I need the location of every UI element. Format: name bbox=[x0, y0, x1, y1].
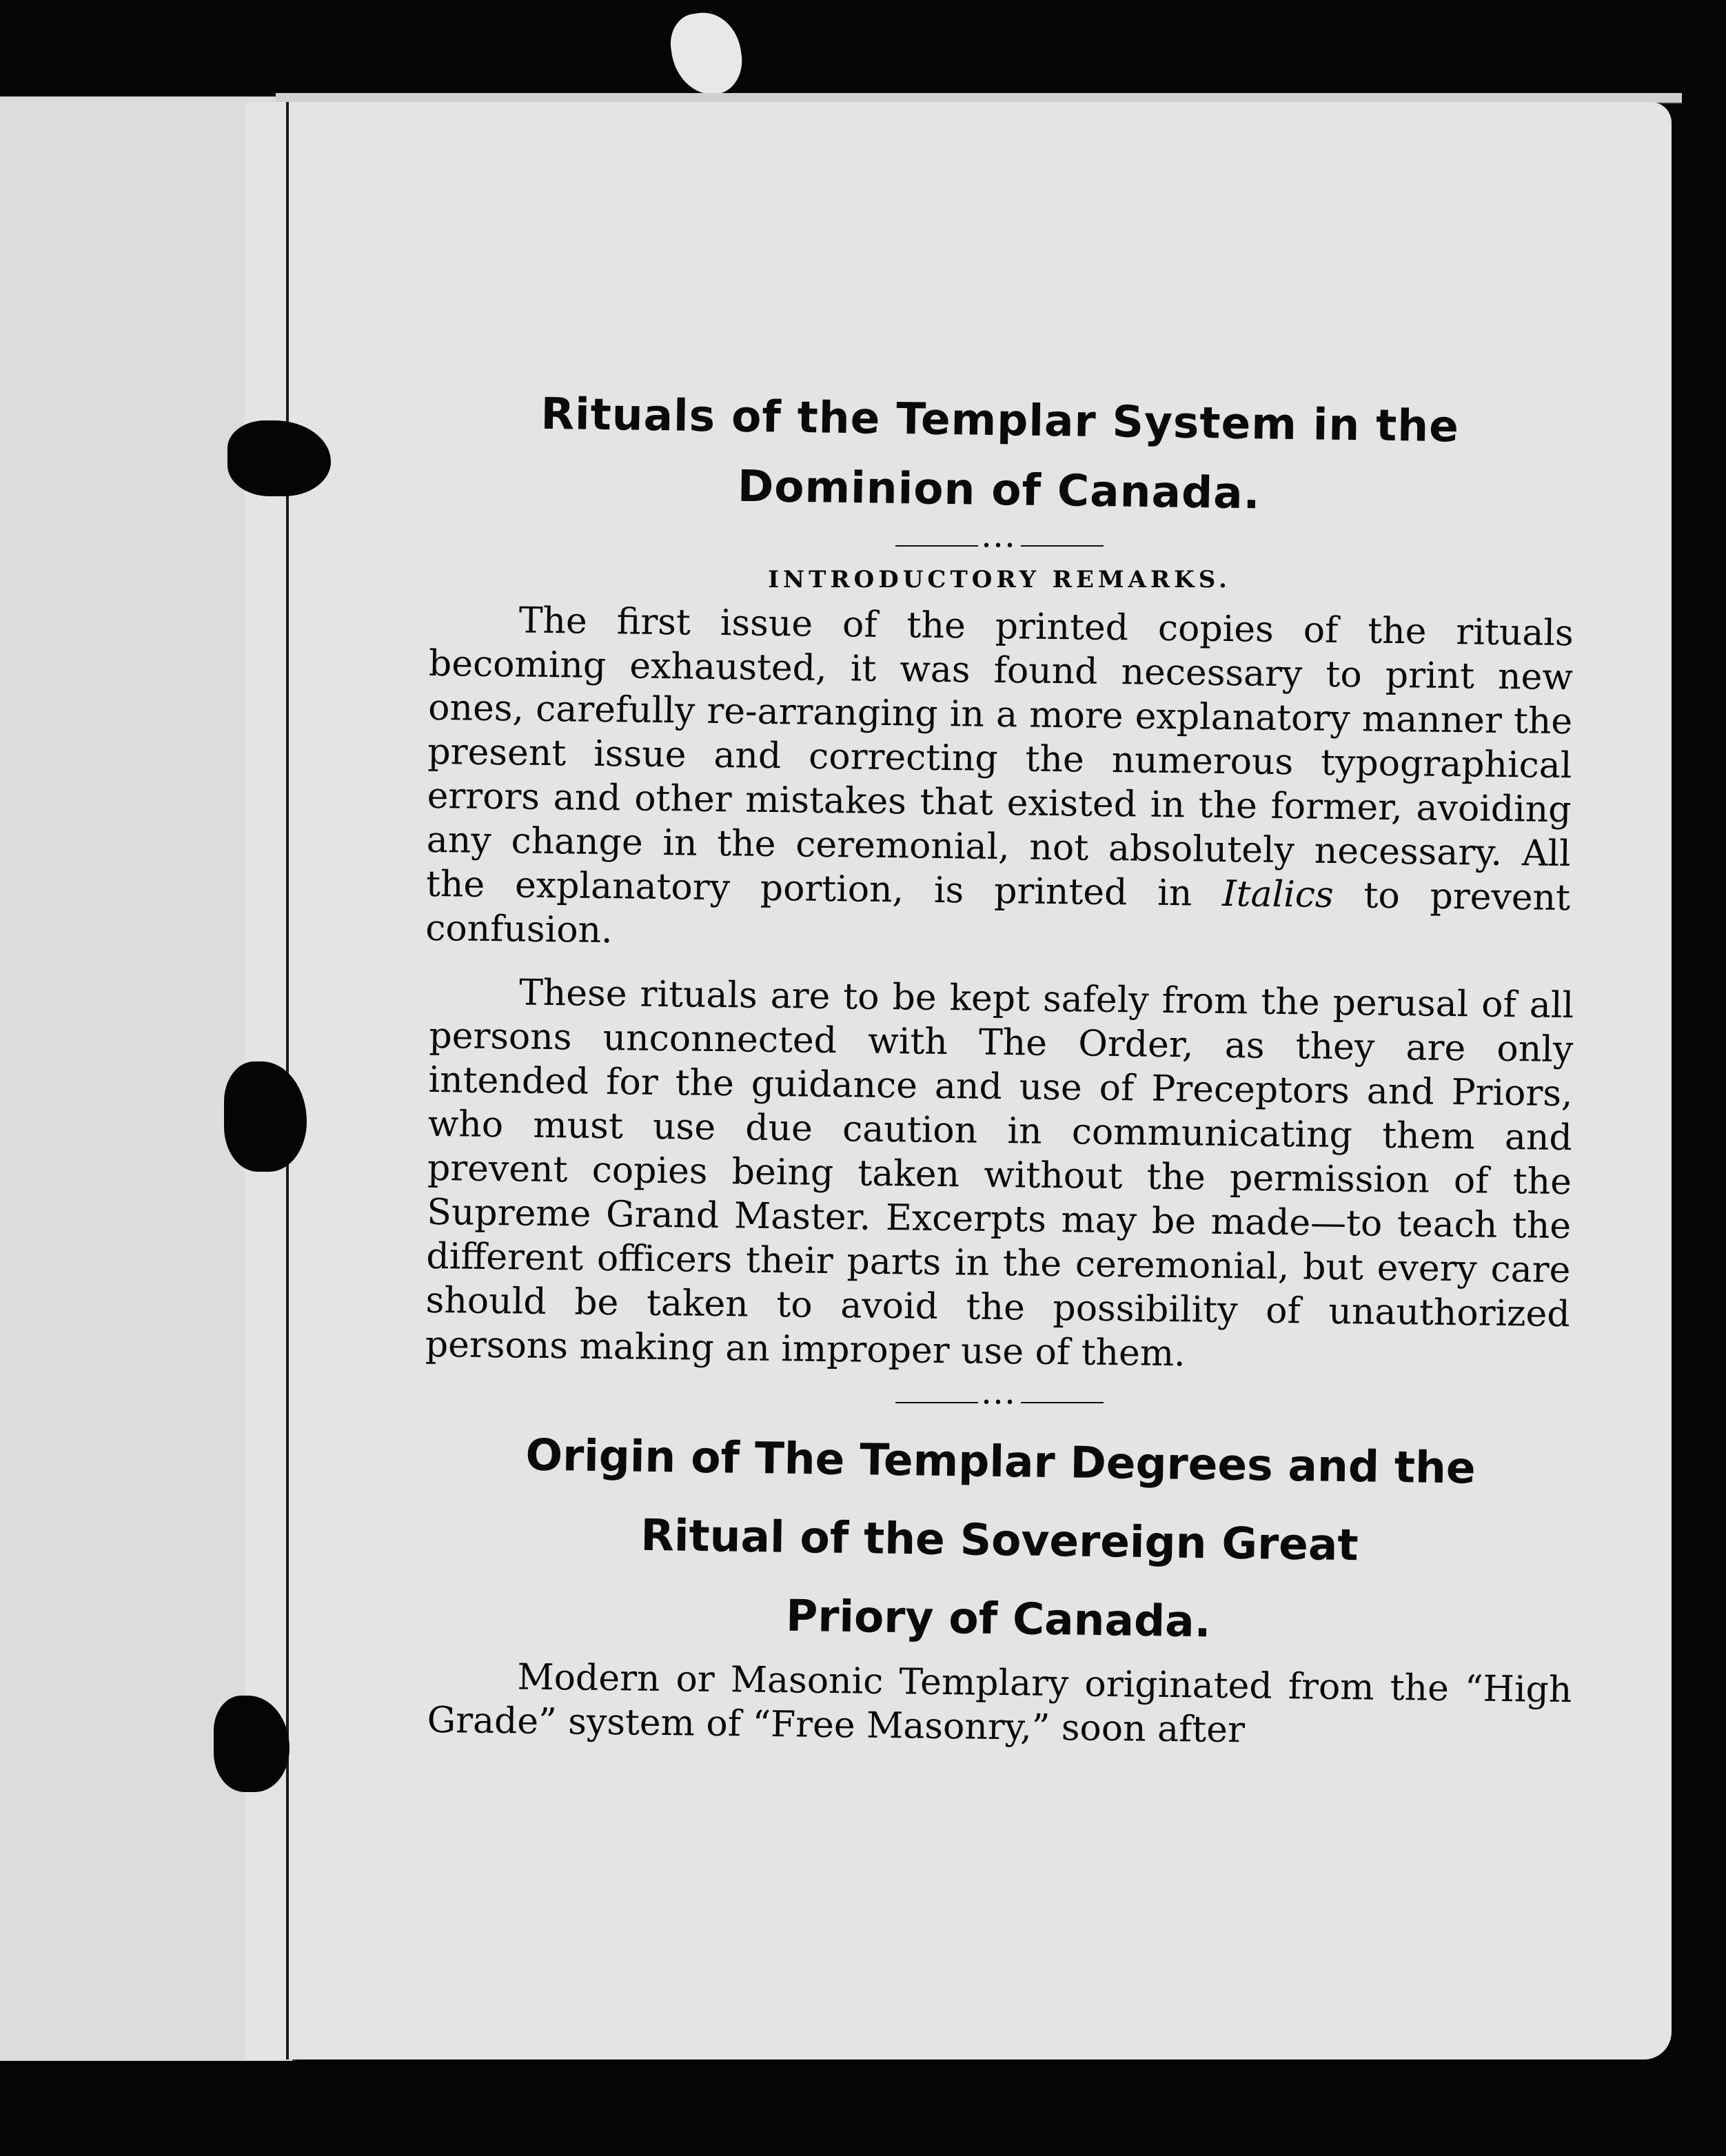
ornament-divider bbox=[427, 1394, 1572, 1412]
section-title-line-1: Origin of The Templar Degrees and the bbox=[525, 1429, 1476, 1494]
ornament-dots: ••• bbox=[982, 537, 1017, 555]
section-title-line-2: Ritual of the Sovereign Great bbox=[640, 1509, 1359, 1570]
section-title bbox=[426, 1414, 1574, 1666]
title-line-1: Rituals of the Templar System in the bbox=[540, 388, 1460, 452]
paragraph-1-italic: Italics bbox=[1221, 873, 1334, 916]
ornament-divider bbox=[427, 538, 1572, 555]
paragraph-1-text-a: The first issue of the printed copies of the rituals becoming exhausted, it was found necessary to print new ones, carefully re-arranging in a more explanatory manner the present issue and correcting the numerous typographical errors and other mistakes that existed in the former, avoiding any change in the ceremonial, not absolutely necessary. All the explanatory portion, is printed in bbox=[425, 600, 1574, 915]
title-line-2: Dominion of Canada. bbox=[737, 460, 1261, 519]
subheading: INTRODUCTORY REMARKS. bbox=[768, 565, 1231, 593]
paper-scrap bbox=[667, 8, 747, 100]
paragraph-2: These rituals are to be kept safely from the perusal of all persons unconnected with The Order, as they are only intended for the guidance and use of Preceptors and Priors, who must use due caution in communicating them and prevent copies being taken without the permission of the Supreme Grand Master. Excerpts may be made—to teach the different officers their parts in the ceremonial, but every care should be taken to avoid the possibility of unauthorized persons making an improper use of them. bbox=[425, 972, 1574, 1374]
document-title bbox=[427, 378, 1573, 533]
document-content bbox=[427, 386, 1572, 1749]
ornament-dots: ••• bbox=[982, 1394, 1017, 1412]
section-title-line-3: Priory of Canada. bbox=[785, 1590, 1212, 1647]
paragraph-3: Modern or Masonic Templary originated from the “High Grade” system of “Free Masonry,” soon after bbox=[427, 1656, 1572, 1751]
paragraph-1-text-b: to prevent confusion. bbox=[425, 874, 1571, 951]
paragraph-1 bbox=[425, 597, 1574, 964]
